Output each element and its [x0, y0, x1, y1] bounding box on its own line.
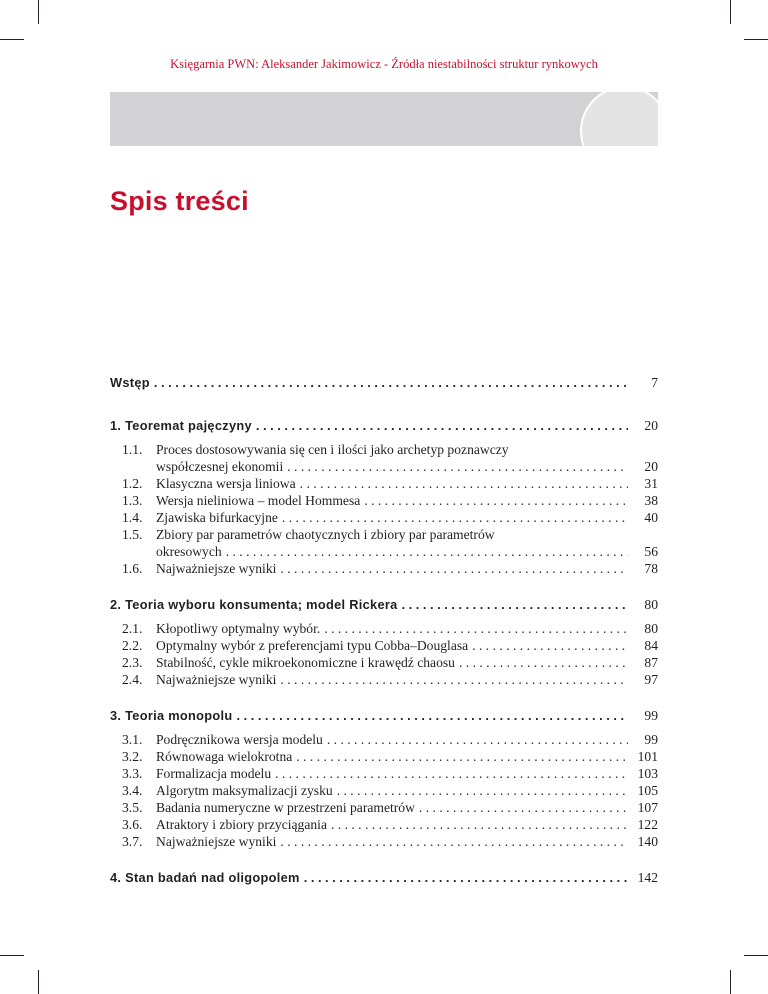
- toc-entry-number: 1.5.: [122, 527, 143, 542]
- toc-entry-1-1-cont[interactable]: [156, 458, 658, 476]
- toc-entry-label: Algorytm maksymalizacji zysku: [156, 783, 333, 798]
- toc-entry-number: 1.1.: [122, 442, 143, 457]
- toc-entry-label: Zbiory par parametrów chaotycznych i zbiory par parametrów: [156, 527, 495, 542]
- toc-entry-chapter-1[interactable]: [110, 417, 658, 435]
- toc-entry-label: Wersja nieliniowa – model Hommesa: [156, 493, 361, 508]
- leader-dots: [331, 816, 628, 834]
- toc-page-number: 142: [637, 870, 658, 885]
- toc-entry-label: Stabilność, cykle mikroekonomiczne i krawędź chaosu: [156, 655, 455, 670]
- toc-entry-2-1[interactable]: [122, 620, 658, 638]
- toc-page-number: 99: [644, 708, 658, 723]
- toc-page-number: 105: [637, 783, 658, 798]
- toc-entry-1-2[interactable]: [122, 475, 658, 493]
- toc-entry-number: 3.7.: [122, 834, 143, 849]
- crop-mark: [730, 970, 731, 994]
- toc-entry-number: 1.3.: [122, 493, 143, 508]
- toc-page-number: 122: [637, 817, 658, 832]
- leader-dots: [280, 671, 628, 689]
- toc-page-number: 20: [644, 418, 658, 433]
- toc-page-number: 40: [644, 510, 658, 525]
- leader-dots: [364, 492, 628, 510]
- page-header: Księgarnia PWN: Aleksander Jakimowicz - Źródła niestabilności struktur rynkowych: [170, 57, 598, 71]
- toc-entry-label: Formalizacja modelu: [156, 766, 272, 781]
- toc-entry-label: okresowych: [156, 544, 222, 559]
- leader-dots: [226, 543, 628, 561]
- toc-entry-number: 2.2.: [122, 638, 143, 653]
- toc-page-number: 97: [644, 672, 658, 687]
- leader-dots: [296, 748, 628, 766]
- toc-entry-number: 3.1.: [122, 732, 143, 747]
- toc-entry-1-4[interactable]: [122, 509, 658, 527]
- toc-entry-label: 4. Stan badań nad oligopolem: [110, 870, 300, 885]
- toc-entry-number: 3.2.: [122, 749, 143, 764]
- toc-entry-1-5-cont[interactable]: [156, 543, 658, 561]
- toc-entry-3-4[interactable]: [122, 782, 658, 800]
- toc-entry-2-3[interactable]: [122, 654, 658, 672]
- toc-entry-number: 3.5.: [122, 800, 143, 815]
- toc-page-number: 80: [644, 597, 658, 612]
- toc-page-number: 38: [644, 493, 658, 508]
- toc-page-number: 84: [644, 638, 658, 653]
- crop-mark: [38, 0, 39, 24]
- toc-entry-number: 2.4.: [122, 672, 143, 687]
- toc-entry-3-6[interactable]: [122, 816, 658, 834]
- toc-entry-3-5[interactable]: [122, 799, 658, 817]
- toc-entry-label: Najważniejsze wyniki: [156, 672, 277, 687]
- crop-mark: [730, 0, 731, 24]
- toc-entry-number: 1.6.: [122, 561, 143, 576]
- toc-page-number: 87: [644, 655, 658, 670]
- toc-page-number: 56: [644, 544, 658, 559]
- toc-entry-2-2[interactable]: [122, 637, 658, 655]
- toc-page-number: 101: [637, 749, 658, 764]
- leader-dots: [459, 654, 628, 672]
- toc-entry-label: Optymalny wybór z preferencjami typu Cobba–Douglasa: [156, 638, 469, 653]
- leader-dots: [282, 509, 628, 527]
- toc-page-number: 7: [651, 375, 658, 390]
- leader-dots: [324, 620, 628, 638]
- toc-entry-number: 2.1.: [122, 621, 143, 636]
- toc-entry-intro[interactable]: [110, 374, 658, 392]
- crop-mark: [0, 955, 24, 956]
- toc-entry-3-2[interactable]: [122, 748, 658, 766]
- crop-mark: [744, 955, 768, 956]
- toc-entry-3-3[interactable]: [122, 765, 658, 783]
- toc-page-number: 140: [637, 834, 658, 849]
- toc-entry-label: 1. Teoremat pajęczyny: [110, 418, 252, 433]
- toc-entry-label: Klasyczna wersja liniowa: [156, 476, 296, 491]
- toc-entry-label: Proces dostosowywania się cen i ilości jako archetyp poznawczy: [156, 442, 509, 457]
- toc-entry-label: Kłopotliwy optymalny wybór.: [156, 621, 321, 636]
- toc-entry-label: Podręcznikowa wersja modelu: [156, 732, 323, 747]
- toc-entry-2-4[interactable]: [122, 671, 658, 689]
- toc-entry-chapter-2[interactable]: [110, 596, 658, 614]
- crop-mark: [38, 970, 39, 994]
- toc-page-number: 103: [637, 766, 658, 781]
- toc-entry-number: 1.2.: [122, 476, 143, 491]
- toc-page-number: 20: [644, 459, 658, 474]
- toc-entry-label: Najważniejsze wyniki: [156, 834, 277, 849]
- toc-entry-3-1[interactable]: [122, 731, 658, 749]
- leader-dots: [256, 417, 628, 435]
- toc-entry-label: Atraktory i zbiory przyciągania: [156, 817, 327, 832]
- toc-entry-number: 3.3.: [122, 766, 143, 781]
- toc-entry-label: współczesnej ekonomii: [156, 459, 284, 474]
- leader-dots: [300, 475, 628, 493]
- banner-circle-decoration: [580, 92, 658, 146]
- toc-page-number: 31: [644, 476, 658, 491]
- toc-entry-1-6[interactable]: [122, 560, 658, 578]
- toc-entry-label: Najważniejsze wyniki: [156, 561, 277, 576]
- toc-page-number: 99: [644, 732, 658, 747]
- toc-entry-label: Badania numeryczne w przestrzeni parametrów: [156, 800, 415, 815]
- toc-entry-label: Równowaga wielokrotna: [156, 749, 293, 764]
- crop-mark: [0, 39, 24, 40]
- toc-page-number: 107: [637, 800, 658, 815]
- toc-entry-chapter-4[interactable]: [110, 869, 658, 887]
- toc-entry-3-7[interactable]: [122, 833, 658, 851]
- leader-dots: [472, 637, 628, 655]
- toc-entry-label: Wstęp: [110, 375, 150, 390]
- toc-page-number: 78: [644, 561, 658, 576]
- toc-entry-1-5[interactable]: [122, 526, 658, 544]
- leader-dots: [280, 833, 628, 851]
- leader-dots: [236, 707, 628, 725]
- toc-entry-number: 1.4.: [122, 510, 143, 525]
- header-banner: [110, 92, 658, 146]
- leader-dots: [154, 374, 628, 392]
- leader-dots: [402, 596, 628, 614]
- toc-entry-label: Zjawiska bifurkacyjne: [156, 510, 278, 525]
- toc-entry-1-3[interactable]: [122, 492, 658, 510]
- page-title: Spis treści: [110, 186, 249, 216]
- crop-mark: [744, 39, 768, 40]
- leader-dots: [337, 782, 628, 800]
- toc-entry-label: 2. Teoria wyboru konsumenta; model Rickera: [110, 597, 398, 612]
- leader-dots: [287, 458, 628, 476]
- toc-page-number: 80: [644, 621, 658, 636]
- leader-dots: [280, 560, 628, 578]
- toc-entry-label: 3. Teoria monopolu: [110, 708, 233, 723]
- toc-entry-1-1[interactable]: [122, 441, 658, 459]
- toc-entry-number: 3.4.: [122, 783, 143, 798]
- leader-dots: [304, 869, 628, 887]
- toc-entry-number: 3.6.: [122, 817, 143, 832]
- toc-entry-chapter-3[interactable]: [110, 707, 658, 725]
- leader-dots: [275, 765, 628, 783]
- leader-dots: [419, 799, 628, 817]
- leader-dots: [327, 731, 628, 749]
- toc-entry-number: 2.3.: [122, 655, 143, 670]
